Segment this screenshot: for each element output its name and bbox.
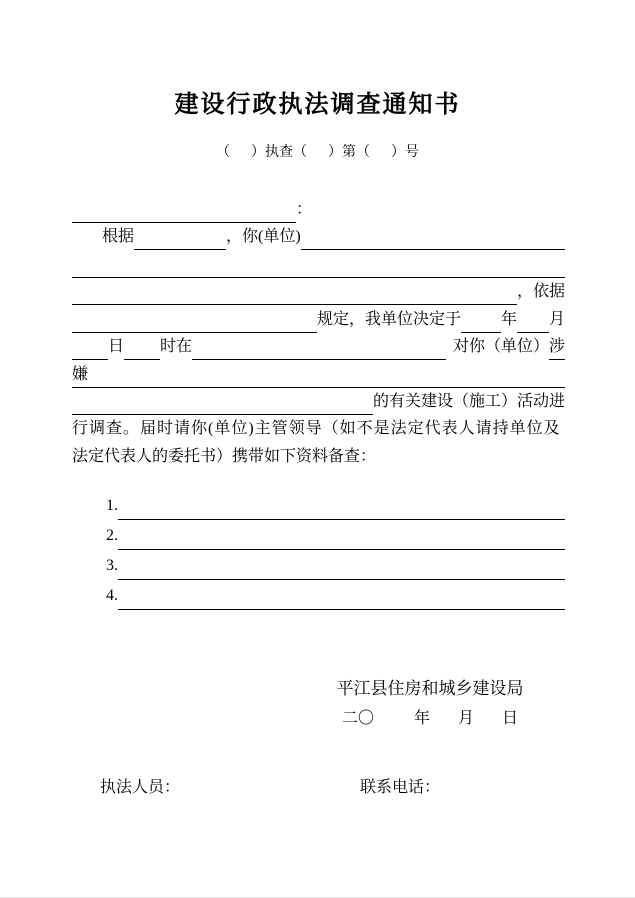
blank-field <box>118 552 565 580</box>
indent-spacer <box>72 554 106 580</box>
indent-spacer <box>72 584 106 610</box>
blank-field <box>72 307 317 333</box>
body-line <box>72 305 565 333</box>
seg-guiding: 规定，我单位决定于 <box>316 310 461 328</box>
seg-genju: 根据 <box>102 228 135 245</box>
seg-xian: 嫌 <box>72 362 88 388</box>
seg-month: 月 <box>548 310 565 328</box>
signature-date: 二〇 年 月 日 <box>341 710 518 727</box>
blank-field <box>88 362 565 388</box>
body-line <box>72 223 565 251</box>
materials-list <box>72 490 565 610</box>
seg-she: 涉 <box>549 334 565 360</box>
blank-field <box>192 334 446 360</box>
blank-field <box>461 307 501 333</box>
signature-block <box>280 674 580 734</box>
blank-field <box>72 334 108 360</box>
footer-row <box>72 774 565 797</box>
indent-spacer <box>72 494 106 520</box>
indent-spacer <box>72 224 102 250</box>
seg-hour-at: 时在 <box>160 338 193 355</box>
body-line <box>72 360 565 388</box>
list-item <box>72 550 565 580</box>
list-item <box>72 520 565 550</box>
body-line: 法定代表人的委托书）携带如下资料备查： <box>72 447 377 465</box>
body-line <box>72 333 565 361</box>
blank-field <box>72 197 296 223</box>
item-number: 4. <box>106 587 118 604</box>
item-number: 2. <box>106 527 118 544</box>
phone-label: 联系电话： <box>360 779 441 796</box>
salutation-line <box>72 195 565 223</box>
body-line <box>72 250 565 278</box>
officer-label: 执法人员： <box>100 779 181 796</box>
blank-field <box>118 492 565 520</box>
seg-activity: 的有关建设（施工）活动进 <box>372 393 565 410</box>
list-item <box>72 490 565 520</box>
seg-ni-danwei: ，你(单位) <box>226 228 301 245</box>
doc-title: 建设行政执法调查通知书 <box>174 92 461 118</box>
body-line <box>72 278 565 306</box>
blank-field <box>72 389 373 415</box>
blank-field <box>118 522 565 550</box>
blank-field <box>124 334 160 360</box>
item-number: 3. <box>106 557 118 574</box>
indent-spacer <box>72 524 106 550</box>
seg-yiju: ，依据 <box>516 283 565 300</box>
blank-field <box>118 582 565 610</box>
blank-field <box>72 279 517 305</box>
list-item <box>72 580 565 610</box>
seg-day: 日 <box>108 338 125 355</box>
gap-spacer <box>446 334 453 360</box>
body-line: 行调查。届时请你(单位)主管领导（如不是法定代表人请持单位及 <box>72 420 561 437</box>
body-line <box>72 388 565 416</box>
doc-body <box>72 195 565 610</box>
blank-field <box>72 252 565 278</box>
doc-number: （ ）执查（ ）第（ ）号 <box>216 145 419 160</box>
blank-field <box>134 224 226 250</box>
seg-to-you: 对你（单位） <box>452 338 549 355</box>
blank-field <box>301 224 565 250</box>
salutation-colon: ： <box>296 200 313 218</box>
signature-org: 平江县住房和城乡建设局 <box>336 679 524 698</box>
item-number: 1. <box>106 497 118 514</box>
blank-field <box>517 307 549 333</box>
seg-year: 年 <box>500 310 517 328</box>
